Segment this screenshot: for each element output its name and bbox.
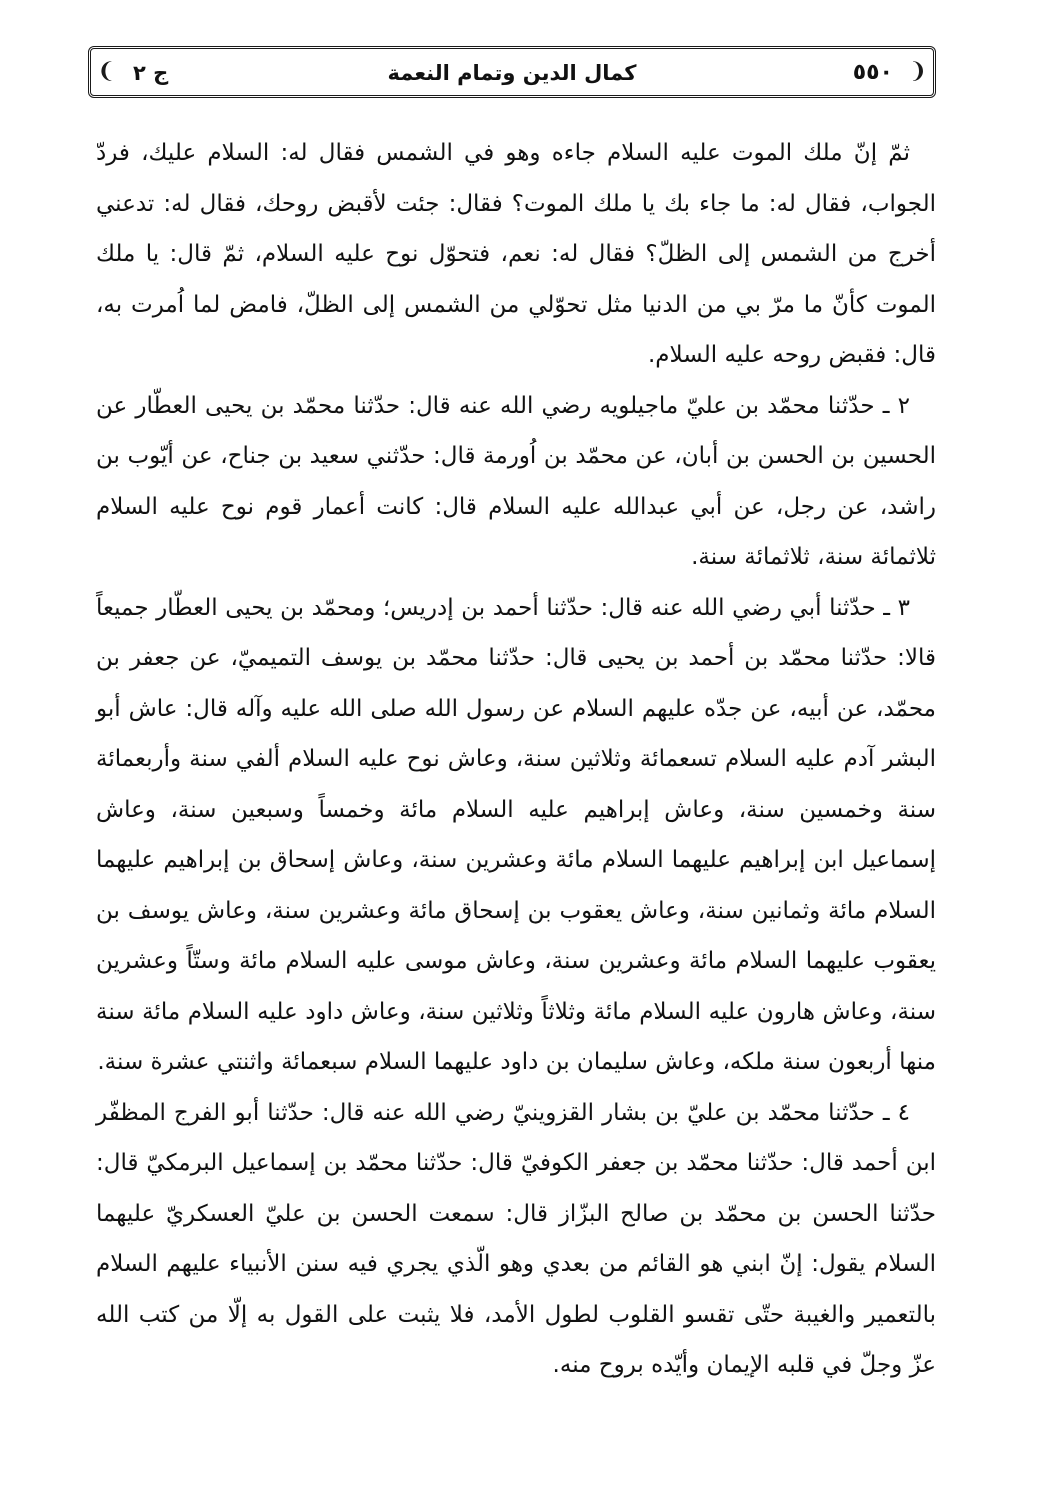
paragraph-3: ٣ ـ حدّثنا أبي رضي الله عنه قال: حدّثنا أحمد بن إدريس؛ ومحمّد بن يحيى العطّار جميعاً قالا: حدّثنا محمّد بن أحمد بن يحيى قال: حدّثنا محمّد بن يوسف التميميّ، عن جعفر بن محمّد، عن أبيه، عن جدّه عليهم السلام عن رسول الله صلى الله عليه وآله قال: عاش أبو البشر آدم عليه السلام تسعمائة وثلاثين سنة، وعاش نوح عليه السلام ألفي سنة وأربعمائة سنة وخمسين سنة، وعاش إبراهيم عليه السلام مائة وخمساً وسبعين سنة، وعاش إسماعيل ابن إبراهيم عليهما السلام مائة وعشرين سنة، وعاش إسحاق بن إبراهيم عليهما السلام مائة وثمانين سنة، وعاش يعقوب بن إسحاق مائة وعشرين سنة، وعاش يوسف بن يعقوب عليهما السلام مائة وعشرين سنة، وعاش موسى عليه السلام مائة وستّاً وعشرين سنة، وعاش هارون عليه السلام مائة وثلاثاً وثلاثين سنة، وعاش داود عليه السلام مائة سنة منها أربعون سنة ملكه، وعاش سليمان بن داود عليهما السلام سبعمائة واثنتي عشرة سنة. [96, 594, 936, 1075]
paragraph-4: ٤ ـ حدّثنا محمّد بن عليّ بن بشار القزوينيّ رضي الله عنه قال: حدّثنا أبو الفرج المظفّر ابن أحمد قال: حدّثنا محمّد بن جعفر الكوفيّ قال: حدّثنا محمّد بن إسماعيل البرمكيّ قال: حدّثنا الحسن بن محمّد بن صالح البزّاز قال: سمعت الحسن بن عليّ العسكريّ عليهما السلام يقول: إنّ ابني هو القائم من بعدي وهو الّذي يجري فيه سنن الأنبياء عليهم السلام بالتعمير والغيبة حتّى تقسو القلوب لطول الأمد، فلا يثبت على القول به إلّا من كتب الله عزّ وجلّ في قلبه الإيمان وأيّده بروح منه. [96, 1099, 936, 1378]
volume-label: ج ٢ [133, 61, 169, 85]
header-ornament-right: ❩ [908, 59, 927, 84]
paragraph-1: ثمّ إنّ ملك الموت عليه السلام جاءه وهو في الشمس فقال له: السلام عليك، فردّ الجواب، فقال له: ما جاء بك يا ملك الموت؟ فقال: جئت لأقبض روحك، فقال له: تدعني أخرج من الشمس إلى الظلّ؟ فقال له: نعم، فتحوّل نوح عليه السلام، ثمّ قال: يا ملك الموت كأنّ ما مرّ بي من الدنيا مثل تحوّلي من الشمس إلى الظلّ، فامض لما اُمرت به، قال: فقبض روحه عليه السلام. [96, 140, 936, 368]
paragraph-2: ٢ ـ حدّثنا محمّد بن عليّ ماجيلويه رضي الله عنه قال: حدّثنا محمّد بن يحيى العطّار عن الحسين بن الحسن بن أبان، عن محمّد بن اُورمة قال: حدّثني سعيد بن جناح، عن أيّوب بن راشد، عن رجل، عن أبي عبدالله عليه السلام قال: كانت أعمار قوم نوح عليه السلام ثلاثمائة سنة، ثلاثمائة سنة. [96, 392, 936, 570]
running-header [88, 46, 936, 98]
header-ornament-left: ❨ [97, 59, 116, 84]
main-text [96, 128, 936, 1391]
book-title: كمال الدين وتمام النعمة [387, 61, 637, 85]
page-number: ٥٥٠ [852, 60, 893, 85]
